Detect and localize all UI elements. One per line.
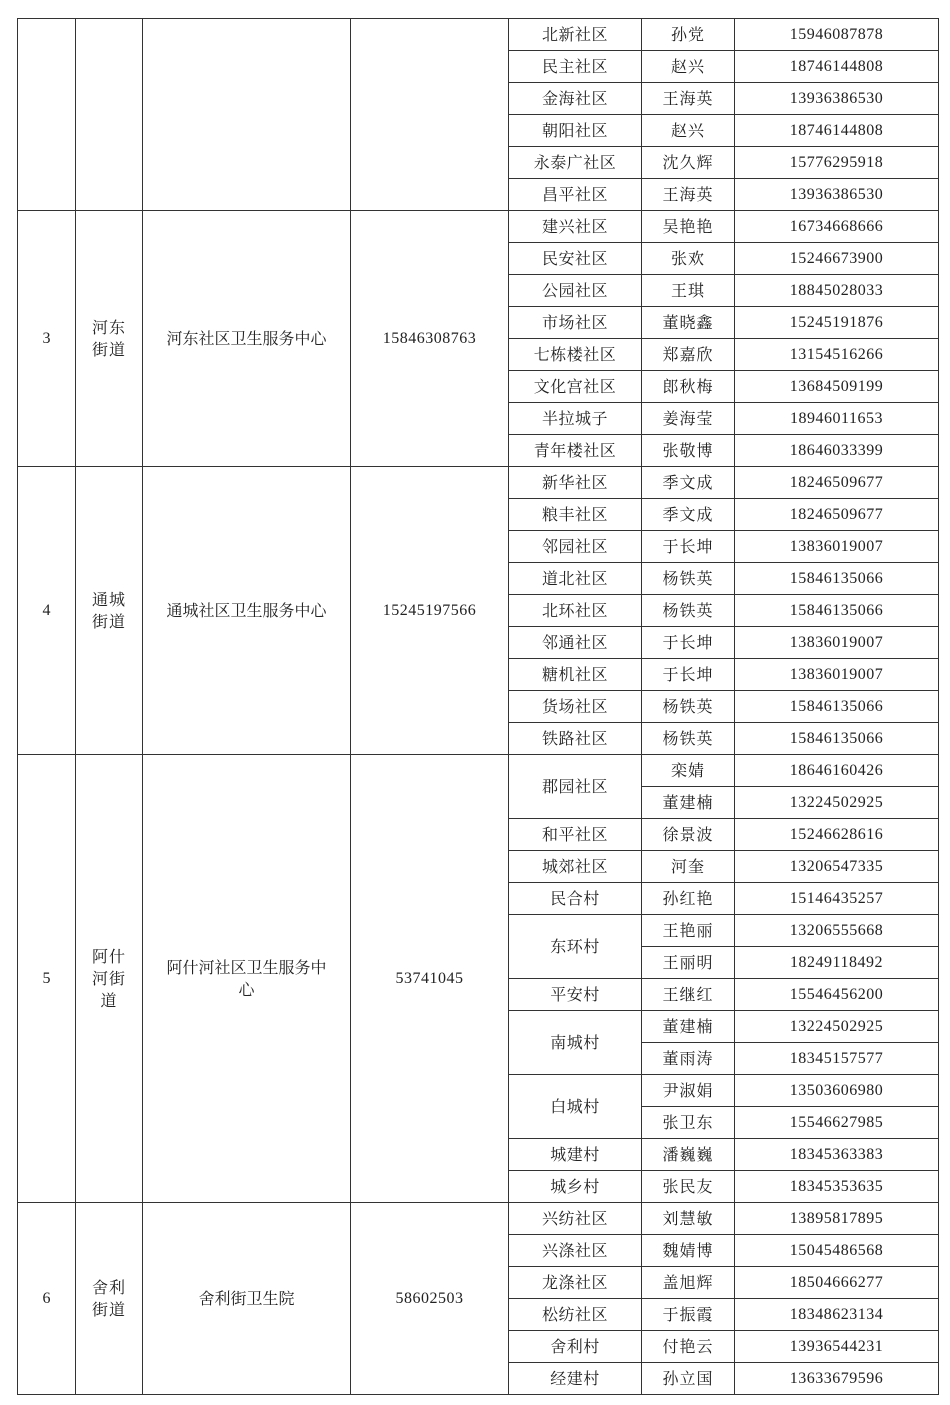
- contact-phone: 15846135066: [735, 691, 939, 723]
- community-name: 民合村: [509, 883, 642, 915]
- contact-name: 董建楠: [642, 1011, 735, 1043]
- community-name: 昌平社区: [509, 179, 642, 211]
- community-name: 城郊社区: [509, 851, 642, 883]
- contact-phone: 18345363383: [735, 1139, 939, 1171]
- contact-phone: 15245191876: [735, 307, 939, 339]
- contact-phone: 13206547335: [735, 851, 939, 883]
- contact-name: 杨铁英: [642, 691, 735, 723]
- street-name: [76, 211, 143, 467]
- community-name: 北新社区: [509, 19, 642, 51]
- community-name: 舍利村: [509, 1331, 642, 1363]
- contact-name: 于长坤: [642, 659, 735, 691]
- community-name: 朝阳社区: [509, 115, 642, 147]
- contact-phone: 15045486568: [735, 1235, 939, 1267]
- contact-name: 刘慧敏: [642, 1203, 735, 1235]
- community-name: 东环村: [509, 915, 642, 979]
- street-name-line: 道: [100, 990, 118, 1010]
- sequence-number: 3: [18, 211, 76, 467]
- contact-phone: 18746144808: [735, 51, 939, 83]
- contact-name: 郑嘉欣: [642, 339, 735, 371]
- contact-phone: 15776295918: [735, 147, 939, 179]
- contact-name: 徐景波: [642, 819, 735, 851]
- contact-name: 董雨涛: [642, 1043, 735, 1075]
- contact-phone: 13224502925: [735, 1011, 939, 1043]
- community-name: 金海社区: [509, 83, 642, 115]
- contact-phone: 15846135066: [735, 595, 939, 627]
- community-name: 货场社区: [509, 691, 642, 723]
- contact-name: 魏婧博: [642, 1235, 735, 1267]
- health-center-phone: 53741045: [351, 755, 509, 1203]
- community-name: 七栋楼社区: [509, 339, 642, 371]
- community-name: 糖机社区: [509, 659, 642, 691]
- community-name: 南城村: [509, 1011, 642, 1075]
- contact-name: 沈久辉: [642, 147, 735, 179]
- community-name: 兴涤社区: [509, 1235, 642, 1267]
- contact-phone: 18746144808: [735, 115, 939, 147]
- health-center-phone: [351, 19, 509, 211]
- sequence-number: 6: [18, 1203, 76, 1395]
- contact-phone: 13936386530: [735, 179, 939, 211]
- contact-name: 于振霞: [642, 1299, 735, 1331]
- contact-name: 季文成: [642, 467, 735, 499]
- health-center-phone: 58602503: [351, 1203, 509, 1395]
- health-center-name: [143, 467, 351, 755]
- contact-phone: 13895817895: [735, 1203, 939, 1235]
- contact-phone: 18845028033: [735, 275, 939, 307]
- table-row: [18, 19, 939, 51]
- community-name: 文化宫社区: [509, 371, 642, 403]
- community-name: 邻园社区: [509, 531, 642, 563]
- street-name-line: 街道: [91, 339, 126, 359]
- street-name: [76, 1203, 143, 1395]
- health-center-phone: 15846308763: [351, 211, 509, 467]
- contact-phone: 13503606980: [735, 1075, 939, 1107]
- health-center-name: [143, 755, 351, 1203]
- contact-name: 杨铁英: [642, 563, 735, 595]
- contact-phone: 13224502925: [735, 787, 939, 819]
- contact-name: 张民友: [642, 1171, 735, 1203]
- contact-name: 张敬博: [642, 435, 735, 467]
- community-name: 龙涤社区: [509, 1267, 642, 1299]
- street-name: [76, 755, 143, 1203]
- community-name: 白城村: [509, 1075, 642, 1139]
- street-name-line: 河东: [91, 317, 126, 337]
- contact-phone: 13836019007: [735, 531, 939, 563]
- contact-name: 尹淑娟: [642, 1075, 735, 1107]
- street-name-line: 通城: [91, 589, 126, 609]
- contact-phone: 18646160426: [735, 755, 939, 787]
- contact-name: 王继红: [642, 979, 735, 1011]
- contact-phone: 13206555668: [735, 915, 939, 947]
- contact-phone: 18504666277: [735, 1267, 939, 1299]
- community-name: 永泰广社区: [509, 147, 642, 179]
- contact-phone: 15246673900: [735, 243, 939, 275]
- community-name: 青年楼社区: [509, 435, 642, 467]
- contact-name: 王海英: [642, 179, 735, 211]
- contact-name: 孙党: [642, 19, 735, 51]
- contact-phone: 16734668666: [735, 211, 939, 243]
- community-name: 邻通社区: [509, 627, 642, 659]
- contact-phone: 18345157577: [735, 1043, 939, 1075]
- community-name: 道北社区: [509, 563, 642, 595]
- contact-name: 王琪: [642, 275, 735, 307]
- contact-phone: 18348623134: [735, 1299, 939, 1331]
- community-name: 松纺社区: [509, 1299, 642, 1331]
- street-name-line: 街道: [91, 611, 126, 631]
- table-row: [18, 1203, 939, 1235]
- street-name: [76, 19, 143, 211]
- contact-phone: 15846135066: [735, 723, 939, 755]
- contact-phone: 15246628616: [735, 819, 939, 851]
- community-name: 铁路社区: [509, 723, 642, 755]
- contact-name: 郎秋梅: [642, 371, 735, 403]
- contact-name: 付艳云: [642, 1331, 735, 1363]
- health-center-name-line: 心: [238, 979, 255, 999]
- community-name: 郡园社区: [509, 755, 642, 819]
- sequence-number: 4: [18, 467, 76, 755]
- street-name-line: 舍利: [91, 1277, 126, 1297]
- contact-phone: 18246509677: [735, 499, 939, 531]
- community-name: 城建村: [509, 1139, 642, 1171]
- contact-name: 栾婧: [642, 755, 735, 787]
- contact-name: 张卫东: [642, 1107, 735, 1139]
- contact-name: 孙红艳: [642, 883, 735, 915]
- community-name: 平安村: [509, 979, 642, 1011]
- health-center-name: [143, 211, 351, 467]
- contact-phone: 13836019007: [735, 659, 939, 691]
- contact-name: 孙立国: [642, 1363, 735, 1395]
- community-name: 和平社区: [509, 819, 642, 851]
- community-name: 民主社区: [509, 51, 642, 83]
- contact-phone: 15546627985: [735, 1107, 939, 1139]
- table-body: [18, 19, 939, 1395]
- community-name: 经建村: [509, 1363, 642, 1395]
- health-center-name-line: 舍利街卫生院: [198, 1288, 295, 1308]
- community-name: 新华社区: [509, 467, 642, 499]
- contact-name: 吴艳艳: [642, 211, 735, 243]
- contact-name: 赵兴: [642, 51, 735, 83]
- street-name-line: 河街: [91, 968, 126, 988]
- contact-phone: 13633679596: [735, 1363, 939, 1395]
- contact-name: 王艳丽: [642, 915, 735, 947]
- contact-phone: 13684509199: [735, 371, 939, 403]
- table-row: [18, 211, 939, 243]
- table-row: [18, 755, 939, 787]
- community-name: 民安社区: [509, 243, 642, 275]
- community-name: 粮丰社区: [509, 499, 642, 531]
- contact-phone: 13936544231: [735, 1331, 939, 1363]
- contact-name: 潘巍巍: [642, 1139, 735, 1171]
- contact-phone: 13154516266: [735, 339, 939, 371]
- contact-phone: 18345353635: [735, 1171, 939, 1203]
- contact-name: 杨铁英: [642, 595, 735, 627]
- health-center-name-line: 通城社区卫生服务中心: [166, 600, 327, 620]
- contact-phone: 18946011653: [735, 403, 939, 435]
- community-name: 建兴社区: [509, 211, 642, 243]
- contact-name: 张欢: [642, 243, 735, 275]
- street-name-line: 街道: [91, 1299, 126, 1319]
- contact-phone: 15946087878: [735, 19, 939, 51]
- contact-name: 董建楠: [642, 787, 735, 819]
- community-name: 城乡村: [509, 1171, 642, 1203]
- contact-phone: 18246509677: [735, 467, 939, 499]
- contact-name: 赵兴: [642, 115, 735, 147]
- contact-name: 河奎: [642, 851, 735, 883]
- contact-name: 杨铁英: [642, 723, 735, 755]
- community-name: 市场社区: [509, 307, 642, 339]
- street-name: [76, 467, 143, 755]
- community-name: 公园社区: [509, 275, 642, 307]
- contact-name: 盖旭辉: [642, 1267, 735, 1299]
- contact-name: 董晓鑫: [642, 307, 735, 339]
- contact-phone: 15146435257: [735, 883, 939, 915]
- contact-name: 王海英: [642, 83, 735, 115]
- health-center-name: [143, 19, 351, 211]
- contact-name: 于长坤: [642, 627, 735, 659]
- contact-phone: 18646033399: [735, 435, 939, 467]
- contact-name: 于长坤: [642, 531, 735, 563]
- health-center-name: [143, 1203, 351, 1395]
- contact-phone: 18249118492: [735, 947, 939, 979]
- contact-phone: 13836019007: [735, 627, 939, 659]
- health-center-name-line: 阿什河社区卫生服务中: [166, 957, 327, 977]
- health-center-phone: 15245197566: [351, 467, 509, 755]
- table-row: [18, 467, 939, 499]
- community-name: 半拉城子: [509, 403, 642, 435]
- community-name: 兴纺社区: [509, 1203, 642, 1235]
- contact-phone: 15846135066: [735, 563, 939, 595]
- sequence-number: [18, 19, 76, 211]
- contact-phone: 13936386530: [735, 83, 939, 115]
- contact-name: 姜海莹: [642, 403, 735, 435]
- health-center-name-line: 河东社区卫生服务中心: [166, 328, 327, 348]
- contact-phone: 15546456200: [735, 979, 939, 1011]
- contact-table: [17, 18, 939, 1395]
- street-name-line: 阿什: [91, 946, 126, 966]
- contact-name: 季文成: [642, 499, 735, 531]
- contact-name: 王丽明: [642, 947, 735, 979]
- sequence-number: 5: [18, 755, 76, 1203]
- community-name: 北环社区: [509, 595, 642, 627]
